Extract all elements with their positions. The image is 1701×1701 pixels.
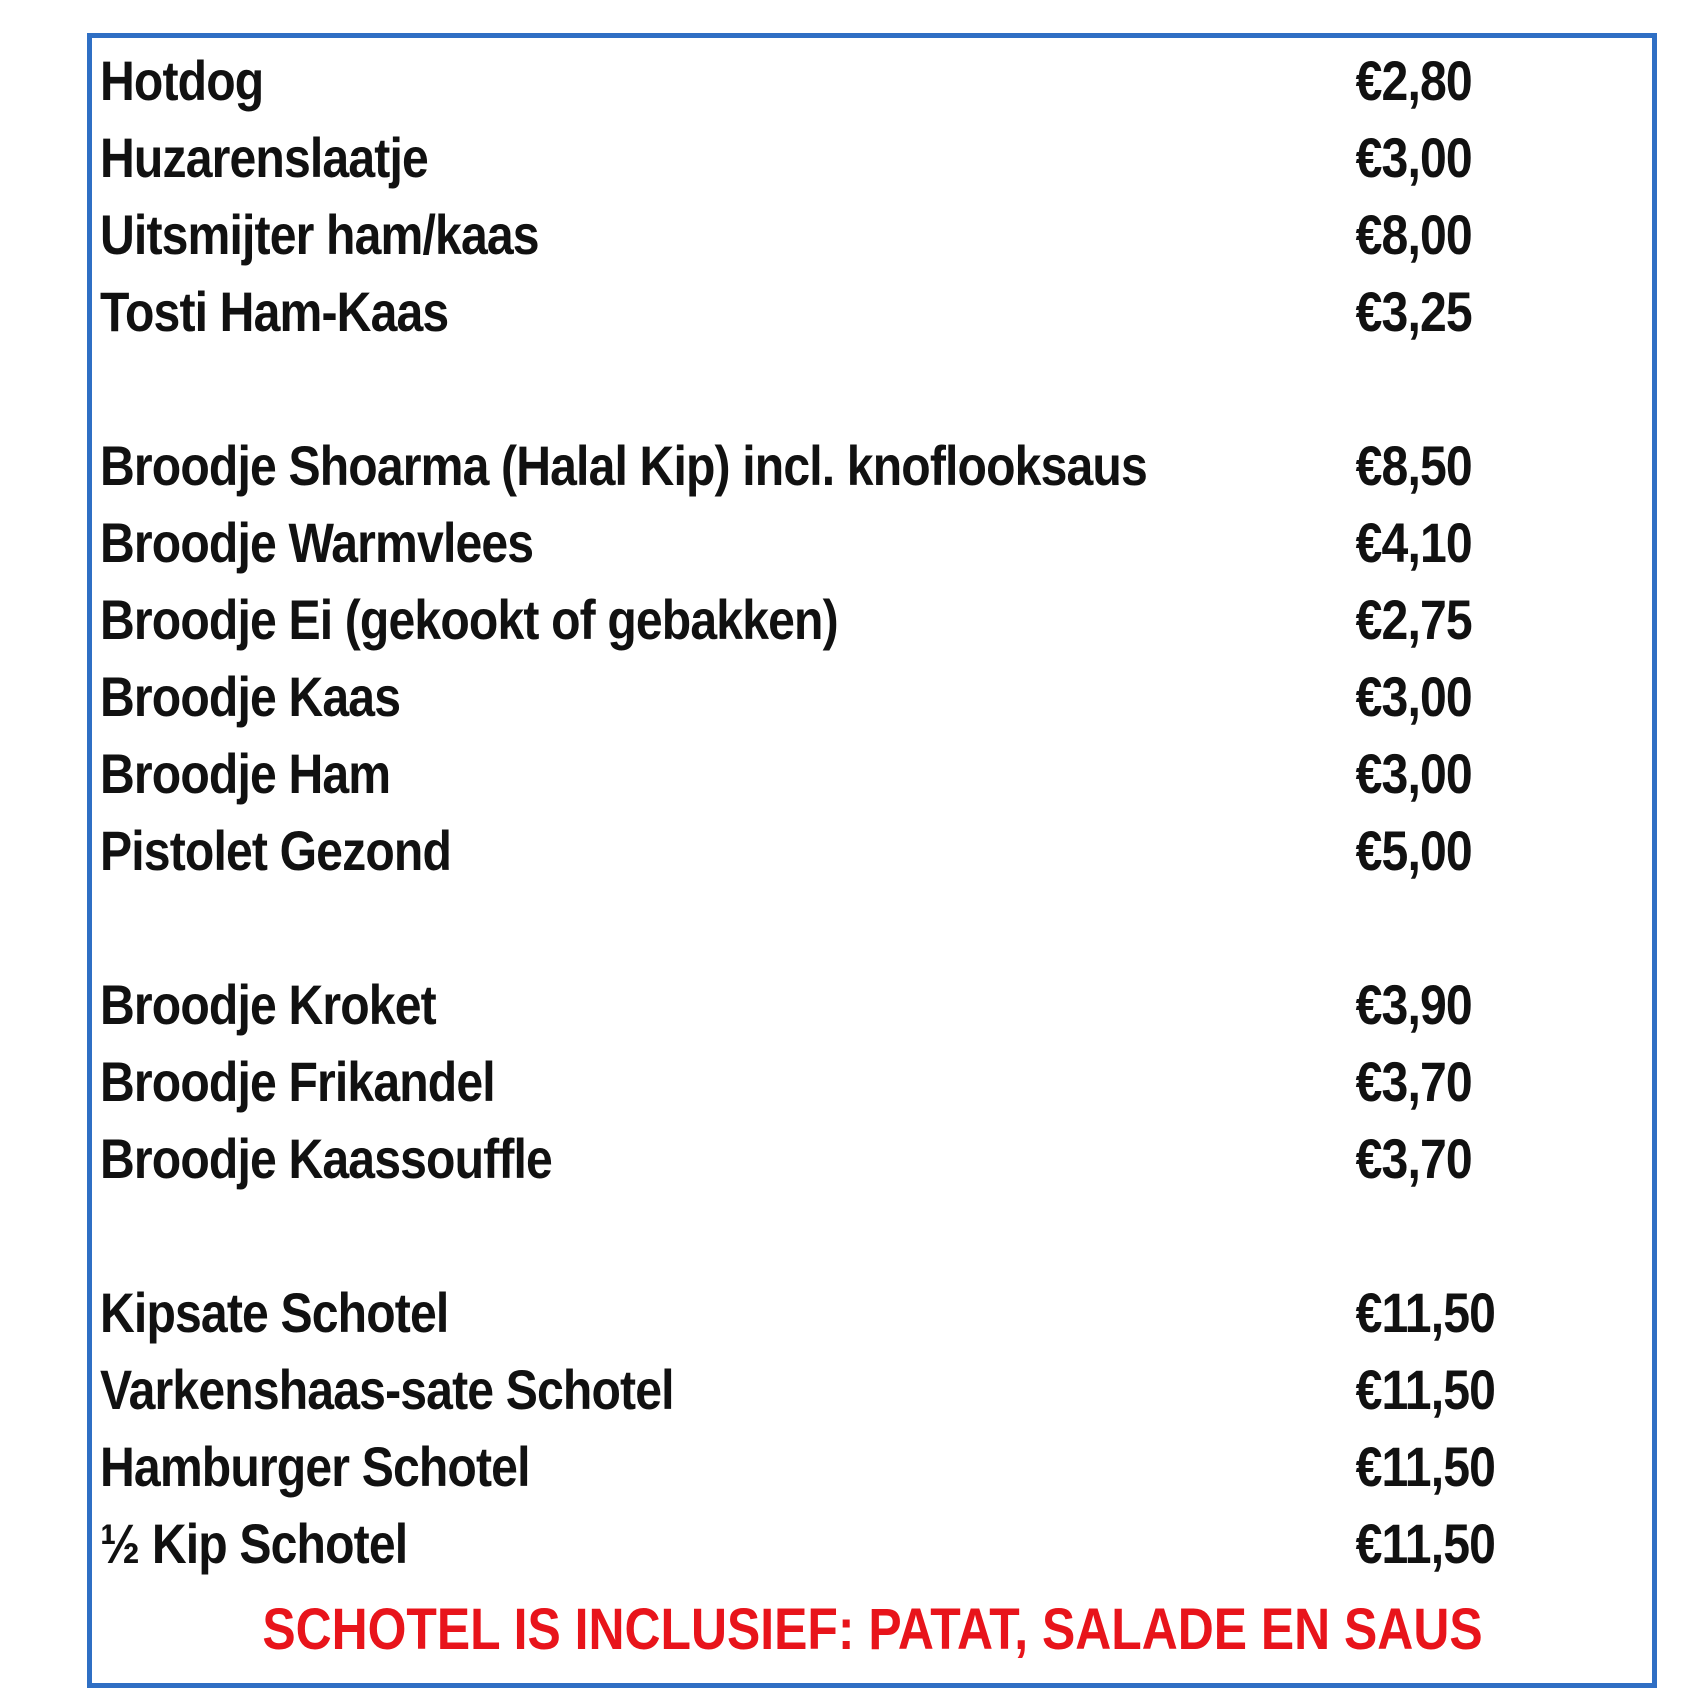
menu-item	[100, 658, 1472, 735]
menu-item-price: €11,50	[1355, 1358, 1496, 1421]
menu-item	[100, 1428, 1496, 1505]
menu-item-price: €3,00	[1355, 742, 1472, 805]
menu-item-price: €3,00	[1355, 665, 1472, 728]
menu-item-price: €2,75	[1355, 588, 1472, 651]
menu-item-name: Huzarenslaatje	[100, 126, 428, 189]
menu-item-price: €3,00	[1355, 126, 1472, 189]
menu-item	[100, 966, 1472, 1043]
menu-item-name: Pistolet Gezond	[100, 819, 452, 882]
menu-item-name: Hamburger Schotel	[100, 1435, 530, 1498]
section-divider	[100, 350, 1640, 427]
menu-item	[100, 1351, 1496, 1428]
menu-item	[100, 1274, 1496, 1351]
menu-item-name: Broodje Ham	[100, 742, 391, 805]
menu-item-name: Broodje Ei (gekookt of gebakken)	[100, 588, 838, 651]
menu-item	[100, 427, 1472, 504]
menu-item-price: €2,80	[1355, 49, 1472, 112]
menu-item-price: €11,50	[1355, 1281, 1496, 1344]
menu-item-price: €11,50	[1355, 1435, 1496, 1498]
menu-item-price: €3,70	[1355, 1050, 1472, 1113]
menu-item-price: €5,00	[1355, 819, 1472, 882]
menu-item-name: Hotdog	[100, 49, 264, 112]
menu-item	[100, 581, 1472, 658]
footer-note	[87, 1595, 1657, 1665]
menu-item	[100, 1505, 1496, 1582]
footer-note-text: SCHOTEL IS INCLUSIEF: PATAT, SALADE EN SAUS	[261, 1597, 1483, 1662]
menu-item-price: €3,90	[1355, 973, 1472, 1036]
menu-item-name: Broodje Kaas	[100, 665, 401, 728]
menu-item-name: Broodje Kaassouffle	[100, 1127, 552, 1190]
menu-item	[100, 273, 1472, 350]
menu-item-name: Broodje Warmvlees	[100, 511, 534, 574]
menu-item-price: €3,70	[1355, 1127, 1472, 1190]
menu-item-name: ½ Kip Schotel	[100, 1512, 408, 1575]
menu-item	[100, 504, 1472, 581]
menu-item-price: €4,10	[1355, 511, 1472, 574]
menu-item	[100, 1120, 1472, 1197]
menu-item-price: €3,25	[1355, 280, 1472, 343]
menu-item	[100, 735, 1472, 812]
menu-item-price: €8,00	[1355, 203, 1472, 266]
menu-item	[100, 196, 1472, 273]
menu-item-name: Kipsate Schotel	[100, 1281, 449, 1344]
menu-item	[100, 812, 1472, 889]
section-divider	[100, 889, 1640, 966]
menu-item	[100, 42, 1472, 119]
menu-item	[100, 1043, 1472, 1120]
menu-item-name: Varkenshaas-sate Schotel	[100, 1358, 674, 1421]
menu-item-name: Broodje Frikandel	[100, 1050, 495, 1113]
menu-item-name: Uitsmijter ham/kaas	[100, 203, 539, 266]
menu-item-name: Tosti Ham-Kaas	[100, 280, 449, 343]
section-divider	[100, 1197, 1640, 1274]
menu-list	[100, 42, 1640, 1582]
menu-item-name: Broodje Shoarma (Halal Kip) incl. knoflooksaus	[100, 434, 1147, 497]
menu-item-price: €11,50	[1355, 1512, 1496, 1575]
menu-item	[100, 119, 1472, 196]
menu-item-name: Broodje Kroket	[100, 973, 436, 1036]
menu-item-price: €8,50	[1355, 434, 1472, 497]
